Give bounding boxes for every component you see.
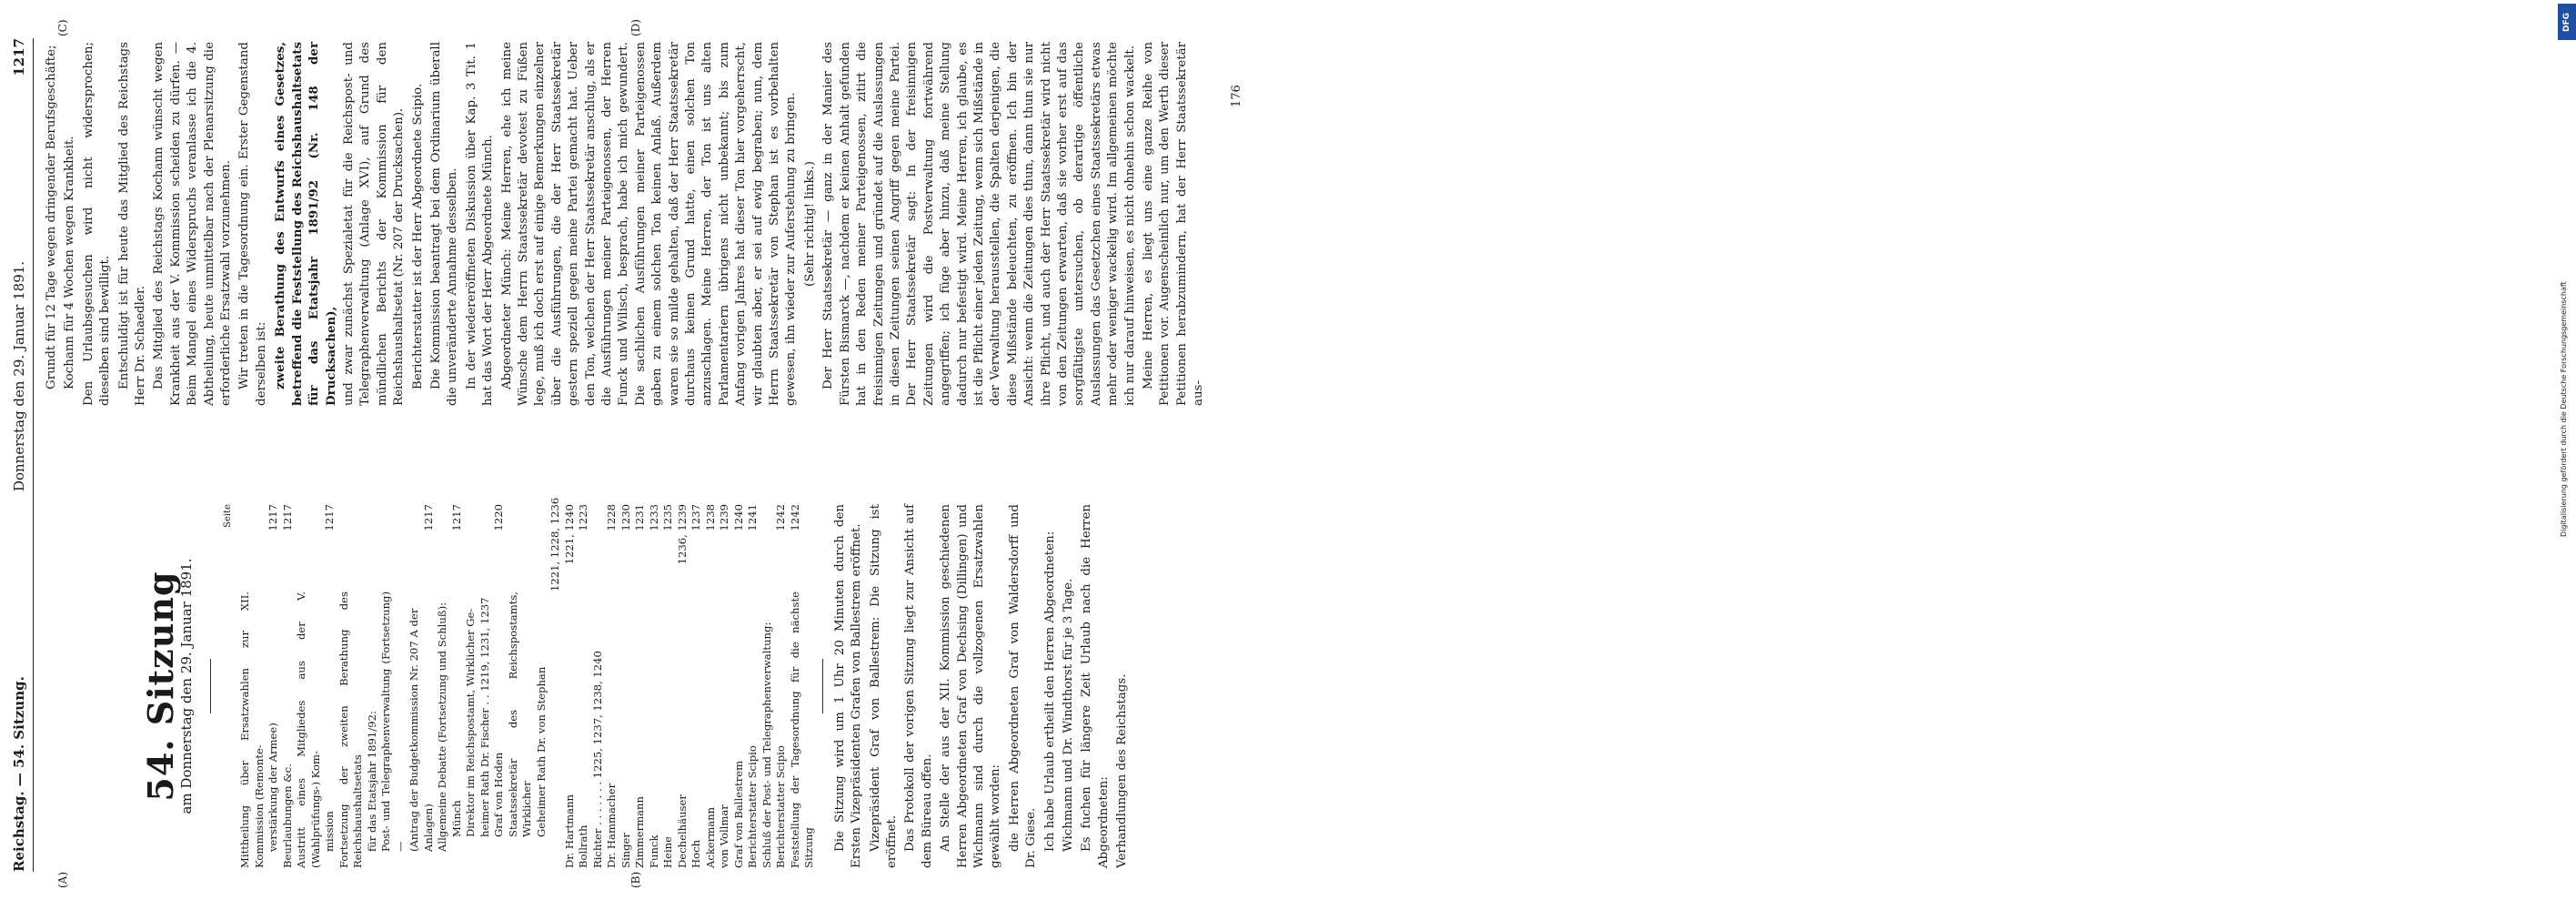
toc-entry-text: Anlagen) [421,804,435,852]
divider [822,659,823,713]
toc-entry [379,504,408,868]
paragraph: Wichmann und Dr. Windthorst für je 3 Tage. [1062,578,1075,852]
toc-entry [478,504,493,868]
toc-entry [648,504,662,868]
paragraph: Das Protokoll der vorigen Sitzung liegt zur Ansicht auf dem Büreau offen. [903,504,934,868]
paragraph: Abgeordneter Münch: Meine Herren, ehe ich meine Wünsche dem Herrn Staatssekretär devotest zu Füßen lege, muß ich doch erst auf einige Bemerkungen einzelner über die Ausführungen, die der Herr Staatssekretär gestern speziell gegen meine Partei gemacht hat. Ueber den Ton, welchen der Herr Staatssekretär anschlug, als er die Ausführungen meiner Parteigenossen, der Herren Funck und Wilisch, besprach, habe ich mich gewundert. Die sachlichen Ausführungen meiner Parteigenossen gaben zu einem solchen Ton keinen Anlaß. Außerdem waren sie so milde gehalten, daß der Herr Staatssekretär durchaus keinen Grund hatte, einen solchen Ton anzuschlagen. Meine Herren, der Ton ist uns alten Parlamentariern übrigens nicht unbekannt; bis zum Anfang vorigen Jahres hat dieser Ton hier vorgeherrscht, wir glaubten aber, er sei auf ewig begraben; nun, dem Herrn Staatssekretär von Stephan ist es vorbehalten gewesen, ihn wieder zur Auferstehung zu bringen. [499,42,799,406]
toc-entry-page: 1221, 1228, 1236 [548,497,562,592]
toc-entry [789,504,817,868]
toc-entry-text: Dr. Hartmann [562,794,576,868]
toc-entry [774,504,789,868]
paragraph: Vizepräsident Graf von Ballestrem: Die Sitzung ist eröffnet. [868,504,899,868]
toc-entry [295,504,323,868]
left-column [44,497,1133,868]
toc-entry-page [507,504,535,592]
toc-entry [238,504,267,868]
scan-margin [1277,0,2571,910]
toc-entry-text: Funck [647,834,660,868]
toc-entry-page: 1217 [323,504,337,531]
toc-entry-text: Mittheilung über Ersatzwahlen zur XII. Kommission (Remonte- [238,592,266,868]
toc-entry [633,504,648,868]
toc-entry-page [535,504,549,592]
header-date: Donnerstag den 29. Januar 1891. [11,260,27,492]
toc-entry [591,504,606,868]
toc-entry-text: Post- und Telegraphenverwaltung (Fortsetzung) — [379,592,407,852]
toc-entry-text: Bollrath [577,824,590,868]
toc-entry-text: Graf von Ballestrem [731,760,745,868]
margin-mark-a: (A) [56,871,69,888]
toc-entry-page [379,504,408,592]
toc-page-label: Seite [222,504,233,528]
header-left: Reichstag. — 54. Sitzung. [11,676,27,872]
toc-entry-text: heimer Rath Dr. Fischer . . 1219, 1231, 1237 [478,597,491,837]
paragraph: die Herren Abgeordneten Graf von Waldersdorff und Dr. Giese. [1007,504,1039,868]
divider [210,659,211,713]
toc-entry-page: 1233 [647,504,660,531]
toc-entry-page [337,504,366,592]
page-number: 1217 [11,38,27,76]
toc-entry [704,504,719,868]
toc-entry [408,504,422,868]
toc-entry-text: (Antrag der Budgetkommission Nr. 207 A der [408,608,421,852]
toc-entry-text: Dr. Hammacher [605,783,619,868]
toc-entry [507,504,535,868]
right-body-text [44,42,1208,406]
toc-entry-page: 1217 [449,504,463,531]
dfg-funding-note: Digitalisierung gefördert durch die Deutsche Forschungsgemeinschaft [2560,281,2568,537]
toc-entry-text: Direktor im Reichspostamt, Wirklicher Ge- [464,608,478,837]
toc-entry-text: Münch [449,800,463,837]
running-header [9,38,29,872]
right-column [44,42,1210,406]
toc-entry [548,497,563,868]
paragraph: Verhandlungen des Reichstags. [1115,673,1130,868]
paragraph: Wir treten in die Tagesordnung ein. Erster Gegenstand derselben ist: [237,42,268,406]
toc-entry-text: Richter . . . . . . . 1225, 1237, 1238, 1240 [590,651,604,868]
toc-entry [281,504,296,868]
paragraph: zweite Berathung des Entwurfs eines Gesetzes, betreffend die Feststellung des Reichshaushaltsetats für das Etatsjahr 1891/92 (Nr. 148 der Drucksachen), [273,42,338,406]
toc-entry-page: 1241 [746,504,760,531]
toc-entry [605,504,619,868]
toc-entry [450,504,465,868]
toc-entry-page [760,504,775,592]
margin-mark-c: (C) [56,19,69,36]
toc-entry-text: Graf von Hoden [492,752,506,837]
toc-entry-text: Beurlaubungen &c. [280,763,294,868]
document-page [2,2,1275,908]
signature-mark: 176 [1230,85,1243,107]
paragraph: Kochann für 4 Wochen wegen Krankheit. [63,136,77,389]
toc-entry [577,504,591,868]
toc-entry-page: 1242 [774,504,788,531]
toc-entry-text: Staatssekretär des Reichspostamts, Wirklicher [506,592,534,837]
left-body-text [832,504,1132,868]
toc-entry-text: Dechelhäuser [675,794,689,868]
paragraph: Grundt für 12 Tage wegen dringender Berufsgeschäfte; [45,45,58,389]
toc-entry-text: von Vollmar [718,804,731,868]
toc-entry-page: 1238 [703,504,717,531]
toc-entry-text: Fortsetzung der zweiten Berathung des Reichshaushaltsetats [337,592,365,868]
toc-entry-page [591,504,606,592]
toc-entry-page [238,504,267,592]
toc-entry [661,504,676,868]
toc-entry-page: 1217 [421,504,435,531]
toc-entry [760,504,775,868]
toc-entry-page [295,504,323,592]
toc-entry [676,504,690,868]
toc-entry-page: 1217 [267,504,280,531]
toc-entry-text: Zimmermann [633,796,647,868]
paragraph: Meine Herren, es liegt uns eine ganze Reihe von Petitionen vor. Augenscheinlich nur, um den Werth dieser Petitionen herabzumindern, hat der Herr Staatssekretär aus- [1142,42,1206,406]
toc-entry-text: mission [323,811,337,852]
toc-entry-page: 1223 [577,504,590,531]
toc-entry [535,504,549,868]
paragraph: Die Sitzung wird um 1 Uhr 20 Minuten durch den Ersten Vizepräsidenten Grafen von Ballestrem eröffnet. [832,504,864,868]
toc-entry-page: 1237 [689,504,703,531]
header-rule [33,38,34,872]
toc-entry-text: Berichterstatter Scipio [774,745,788,868]
toc-entry-page [408,504,422,592]
toc-entry-page: 1236, 1239 [675,504,689,565]
toc-entry [323,504,337,868]
toc-entry-text: Austritt eines Mitgliedes aus der V. (Wahlprüfungs-) Kom- [295,592,322,868]
toc-entry [718,504,732,868]
toc-entry [422,504,437,868]
paragraph: Ich habe Urlaub ertheilt den Herren Abgeordneten: [1042,531,1057,852]
toc-entry-page: 1221, 1240 [562,504,576,565]
toc-entry [366,504,380,868]
paragraph: Den Urlaubsgesuchen wird nicht widersprochen; dieselben sind bewilligt. [81,42,113,406]
toc-entry-text: für das Etatsjahr 1891/92: [365,711,378,852]
toc-entry [337,504,366,868]
session-title: 54. Sitzung [140,571,181,802]
paragraph: und zwar zunächst Spezialetat für die Reichspost- und Telegraphenverwaltung (Anlage XVI), auf Grund des mündlichen Berichts der Kommission für den Reichshaushaltsetat (Nr. 207 der Drucksachen). [341,42,407,406]
toc-entry-page [464,504,478,592]
toc-entry-page: 1228 [605,504,619,531]
paragraph: (Sehr richtig! links.) [802,161,817,287]
toc-entry [689,504,704,868]
toc-entry [436,504,450,868]
toc-entry-page: 1220 [492,504,506,531]
paragraph: Das Mitglied des Reichstags Kochann wünscht wegen Krankheit aus der V. Kommission scheiden zu dürfen. — Beim Mangel eines Widerspruchs veranlasse ich die 4. Abtheilung, heute unmittelbar nach der Plenarsitzung die erforderliche Ersatzwahl vorzunehmen. [152,42,234,406]
toc-entry-page: 1235 [661,504,675,531]
toc-entry [732,504,747,868]
paragraph: Entschuldigt ist für heute das Mitglied des Reichstags Herr Dr. Schaedler. [116,42,148,406]
paragraph: An Stelle der aus der XII. Kommission geschiedenen Herren Abgeordneten Graf von Dechsing (Dillingen) und Wichmann sind durch die vollzogenen Ersatzwahlen gewählt worden: [939,504,1003,868]
toc-entry-page [436,504,450,592]
toc-entry [746,504,760,868]
margin-mark-d: (D) [629,19,642,36]
toc-entry-text [548,592,563,868]
paragraph: Der Herr Staatssekretär — ganz in der Manier des Fürsten Bismarck —, nachdem er keinen Anhalt gefunden hat in den Reden meiner Parteigenossen, zitirt die freisinnigen Zeitungen und gründet auf die Auslassungen in diesen Zeitungen seinen Angriff gegen meine Partei. Der Herr Staatssekretär sagt: In der freisinnigen Zeitungen wird die Postverwaltung fortwährend angegriffen; ich füge aber hinzu, daß meine Stellung dadurch nur befestigt wird. Meine Herren, ich glaube, es ist die Pflicht einer jeden Zeitung, wenn sich Mißstände in der Verwaltung herausstellen, die Spalten derjenigen, die diese Mißstände beleuchten, zu eröffnen. Ich bin der Ansicht: wenn die Zeitungen dies thun, dann thun sie nur ihre Pflicht, und auch der Herr Staatssekretär wird nicht von den Zeitungen erwarten, daß sie vorher erst auf das sorgfältigste untersuchen, ob derartige öffentliche Auslassungen das Gesetzchen eines Staatssekretärs etwas mehr oder weniger wackelig wird. Im allgemeinen möchte ich nur darauf hinweisen, es nicht ohnehin schon wackelt. [821,42,1137,406]
toc-entry-page: 1231 [633,504,647,531]
toc-entry [619,504,634,868]
paragraph: Berichterstatter ist der Herr Abgeordnete Scipio. [410,83,425,389]
margin-mark-b: (B) [629,871,642,888]
paragraph: Es fuchen für längere Zeit Urlaub nach die Herren Abgeordneten: [1080,504,1111,868]
toc-entry-text: Feststellung der Tagesordnung für die nächste Sitzung [788,592,816,868]
toc-entry-text: Geheimer Rath Dr. von Stephan [534,666,548,837]
toc-entry-text: Heine [661,835,675,868]
toc-entry-text: Schluß der Post- und Telegraphenverwaltung: [760,622,773,868]
toc-entry [492,504,507,868]
toc-entry-page [478,504,493,592]
toc-entry-page: 1239 [718,504,731,531]
toc-entry-page: 1230 [619,504,632,531]
toc-entry-text: Berichterstatter Scipio [746,745,760,868]
table-of-contents [238,497,817,868]
toc-entry-page: 1242 [788,504,801,531]
toc-entry [267,504,281,868]
toc-entry-page [366,504,380,592]
paragraph: Die Kommission beantragt bei dem Ordinarium überall die unveränderte Annahme desselben. [428,42,460,406]
session-date: am Donnerstag den 29. Januar 1891. [178,558,196,814]
toc-entry-page: 1217 [280,504,294,531]
toc-entry-page: 1240 [731,504,745,531]
toc-entry-text: verstärkung der Armee) [267,723,280,852]
paragraph: In der wiedereröffneten Diskussion über Kap. 3 Tit. 1 hat das Wort der Herr Abgeordnete Münch. [464,42,496,406]
toc-entry-text: Ackermann [703,806,717,868]
toc-entry-text: Singer [619,833,632,868]
toc-entry [464,504,478,868]
toc-entry [563,504,578,868]
dfg-logo: DFG [2558,4,2576,40]
toc-entry-text: Allgemeine Debatte (Fortsetzung und Schluß): [436,602,449,852]
toc-entry-text: Hoch [689,839,703,868]
